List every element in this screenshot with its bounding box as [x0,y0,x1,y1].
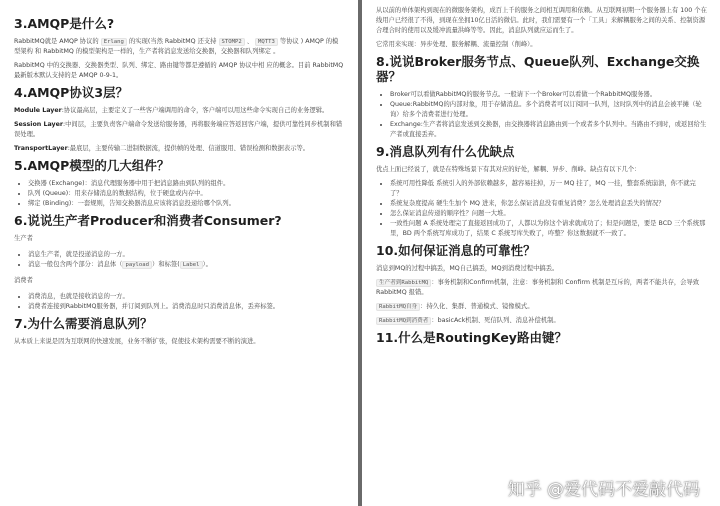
list-item: • 消费消息，也就是接收消息的一方。 [28,292,344,302]
list-item: • 怎么保证消息传递的顺序性？问题一大堆。 [390,209,708,219]
section-4-title: 4.AMQP协议3层？ [14,85,129,100]
list-item: • 队列 (Queue)：用来存储消息的数据结构，位于硬盘或内存中。 [28,189,344,199]
section-10-paragraph-4: RabbitMQ到消费者 ：basicAck机制、死信队列、消息补偿机制。 [376,316,708,326]
section-5-title: 5.AMQP模型的几大组件？ [14,158,170,173]
section-5-list [14,179,344,209]
section-9-paragraph-1: 优点上面已经说了，就是在特殊场景下有其对应的好处，解耦、异步、削峰。缺点有以下几个： [376,166,641,173]
section-10-paragraph-2: 生产者到RabbitMQ ：事务机制和Confirm机制，注意：事务机制和 Confirm 机制是互斥的，两者不能共存，会导致 RabbitMQ 报错。 [376,279,700,296]
inline-code: Erlang [101,38,127,46]
section-4-paragraph-1: Module Layer:协议最高层，主要定义了一些客户端调用的命令，客户端可以用这些命令实现自己的业务逻辑。 [14,107,329,114]
inline-code: STOMP2 [219,38,245,46]
list-item: • 绑定 (Binding)：一套规则，告知交换器消息应该将消息投递给哪个队列。 [28,199,344,209]
producer-list [14,250,344,270]
section-10-paragraph-3: RabbitMQ自身 ：持久化、集群、普通模式、镜像模式。 [376,302,708,312]
section-7-title: 7.为什么需要消息队列？ [14,316,153,331]
list-item: • 消费者连接到RabbitMQ服务器，并订阅到队列上。消费消息时只消费消息体，丢弃标签。 [28,302,344,312]
section-6-title: 6.说说生产者Producer和消费者Consumer? [14,213,282,228]
section-9-list [376,179,708,239]
section-9-title: 9.消息队列有什么优缺点 [376,144,515,159]
zhihu-watermark: 知乎 @爱代码不爱敲代码 [507,480,700,500]
list-item: • Queue:RabbitMQ的内部对象，用于存储消息。多个消费者可以订阅同一队列，这时队列中的消息会被平摊（轮询）给多个消费者进行处理。 [390,100,708,120]
inline-code: MQTT3 [255,38,278,46]
list-item: • Exchange:生产者将消息发送到交换器，由交换器将消息路由到一个或者多个队列中。当路由不到时，或返回给生产者或直接丢弃。 [390,120,708,140]
intro-paragraph-1: 从以前的单体架构到现在的微服务架构，成百上千的服务之间相互调用和依赖。从互联网初期一个服务器上有 100 个在线用户已经很了不得，到现在坐拥10亿日活的微信。此时，我们需要有一个「工具」来解耦服务之间的关系、控制资源合理合时的使用以及缓冲流量洪峰等等。因此，消息队列就应运而生了。 [376,7,707,34]
section-3-paragraph-2: RabbitMQ 中的交换器、交换器类型、队列、绑定、路由键等都是遵循的 AMQP 协议中相 应的概念。目前 RabbitMQ 最新版本默认支持的是 AMQP 0-9-1。 [14,62,344,79]
list-item: • 交换器 (Exchange)：消息代理服务器中用于把消息路由到队列的组件。 [28,179,344,189]
inline-code: RabbitMQ到消费者 [376,317,431,325]
section-4-paragraph-2: Session Layer:中间层，主要负责客户端命令发送给服务器，再将服务端应答返回客户端，提供可靠性同步机制和错误处理。 [14,121,343,138]
intro-paragraph-2: 它常用来实现：异步处理、服务解耦、流量控制（削峰）。 [376,41,537,48]
inline-code: 生产者到RabbitMQ [376,279,431,287]
section-8-list [376,90,708,140]
inline-code: payload [122,261,152,269]
list-item: • 系统复杂度提高 硬生生加个 MQ 进来，你怎么保证消息没有重复消费？怎么处理消息丢失的情况？ [390,199,708,209]
inline-code: Label [180,261,203,269]
list-item: • 系统可用性降低 系统引入的外部依赖越多，越容易挂掉，万一 MQ 挂了，MQ 一挂，整套系统崩溃，你不就完了？ [390,179,708,199]
list-item: • 一致性问题 A 系统处理完了直接返回成功了，人都以为你这个请求就成功了；但是问题是，要是 BCD 三个系统那里，BD 两个系统写库成功了，结果 C 系统写库失败了，咋整？你这数据就不一致了。 [390,219,708,239]
section-7-paragraph-1: 从本质上来说是因为互联网的快速发展，业务不断扩张，促使技术架构需要不断的演进。 [14,338,260,345]
producer-label: 生产者 [14,235,33,242]
section-11-title: 11.什么是RoutingKey路由键？ [376,330,567,345]
section-10-paragraph-1: 消息到MQ的过程中搞丢，MQ自己搞丢，MQ到消费过程中搞丢。 [376,265,559,272]
section-8-title: 8.说说Broker服务节点、Queue队列、Exchange交换器？ [376,54,700,84]
list-item: • Broker可以看做RabbitMQ的服务节点。一般请下一个Broker可以看做一个RabbitMQ服务器。 [390,90,708,100]
list-item: • 消息一般包含两个部分：消息体（ payload ）和标签( Label ）。 [28,260,344,270]
left-page [0,0,358,506]
consumer-label: 消费者 [14,277,33,284]
section-4-paragraph-3: TransportLayer:最底层，主要传输二进制数据流，提供帧的处理、信道服用、错误检测和数据表示等。 [14,145,310,152]
consumer-list [14,292,344,312]
right-page [362,0,720,506]
section-3-title: 3.AMQP是什么? [14,16,115,31]
section-10-title: 10.如何保证消息的可靠性？ [376,243,536,258]
list-item: • 消息生产者，就是投递消息的一方。 [28,250,344,260]
section-3-paragraph-1: RabbitMQ就是 AMQP 协议的 Erlang 的实现(当然 RabbitMQ 还支持 STOMP2 、 MQTT3 等协议 ) AMQP 的模型架构 和 RabbitMQ 的模型架构是一样的，生产者将消息发送给交换器，交换器和队列绑定 。 [14,38,339,55]
inline-code: RabbitMQ自身 [376,303,420,311]
